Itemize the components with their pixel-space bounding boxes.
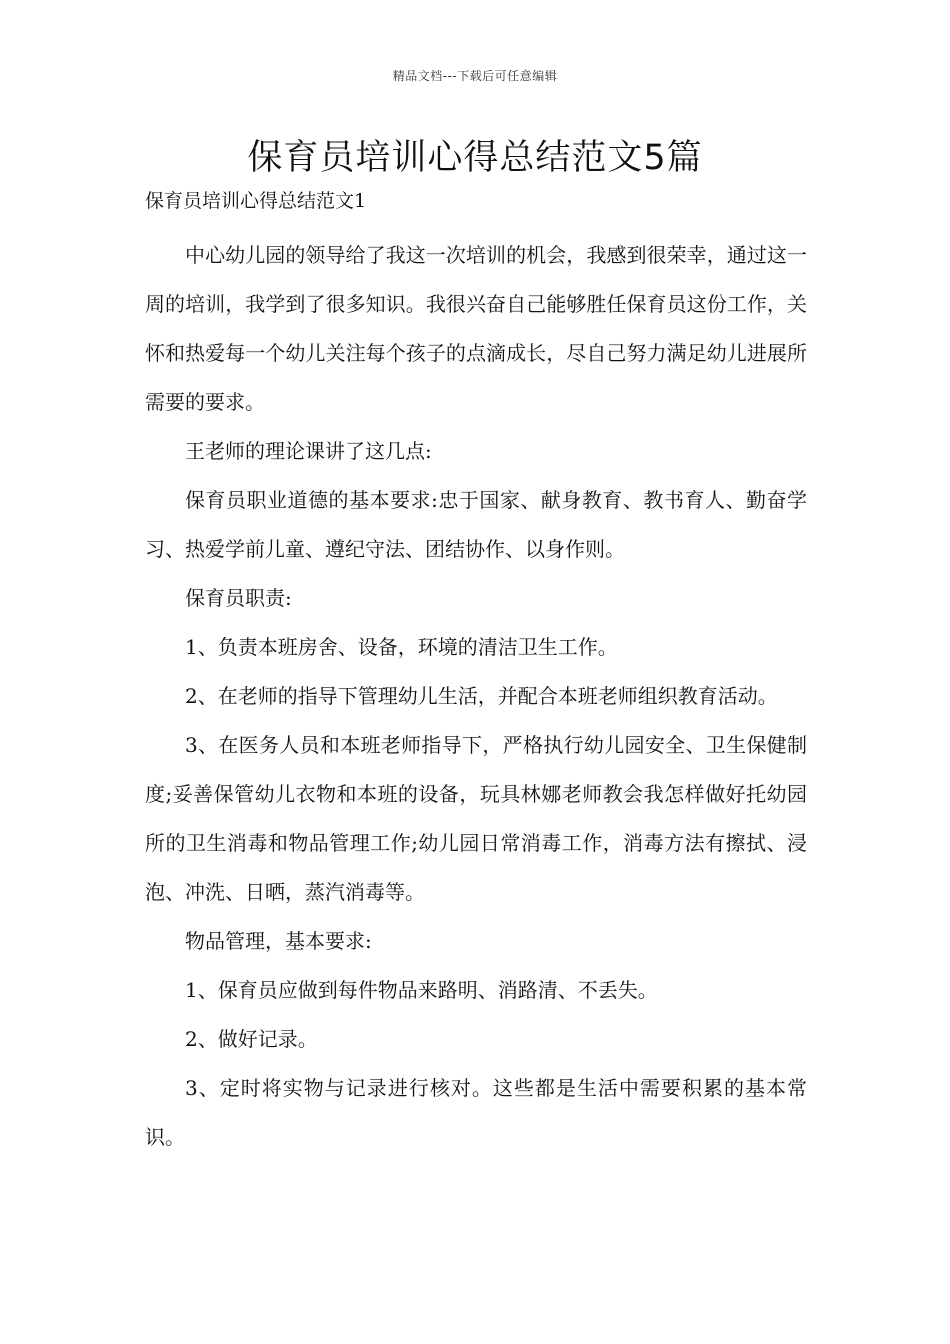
- paragraph: 2、在老师的指导下管理幼儿生活，并配合本班老师组织教育活动。: [185, 684, 778, 708]
- paragraph: 3、定时将实物与记录进行核对。这些都是生活中需要积累的基本常识。: [145, 1076, 807, 1149]
- paragraph: 1、保育员应做到每件物品来路明、消路清、不丢失。: [185, 978, 658, 1002]
- paragraph: 保育员职业道德的基本要求:忠于国家、献身教育、教书育人、勤奋学习、热爱学前儿童、遵纪守法、团结协作、以身作则。: [145, 488, 807, 561]
- document-title: 保育员培训心得总结范文5篇: [247, 138, 703, 178]
- paragraph: 物品管理，基本要求:: [185, 929, 372, 953]
- paragraph: 保育员职责:: [185, 586, 292, 610]
- section-heading: 保育员培训心得总结范文1: [145, 190, 367, 212]
- page-header: 精品文档---下载后可任意编辑: [392, 69, 558, 83]
- paragraph: 中心幼儿园的领导给了我这一次培训的机会，我感到很荣幸，通过这一周的培训，我学到了很多知识。我很兴奋自己能够胜任保育员这份工作，关怀和热爱每一个幼儿关注每个孩子的点滴成长，尽自己努力满足幼儿进展所需要的要求。: [145, 243, 807, 414]
- paragraph: 1、负责本班房舍、设备，环境的清洁卫生工作。: [185, 635, 618, 659]
- document-body: [145, 231, 807, 1162]
- paragraph: 2、做好记录。: [185, 1027, 318, 1051]
- paragraph: 3、在医务人员和本班老师指导下，严格执行幼儿园安全、卫生保健制度;妥善保管幼儿衣物和本班的设备，玩具林娜老师教会我怎样做好托幼园所的卫生消毒和物品管理工作;幼儿园日常消毒工作，消毒方法有擦拭、浸泡、冲洗、日晒，蒸汽消毒等。: [145, 733, 807, 904]
- paragraph: 王老师的理论课讲了这几点:: [185, 439, 432, 463]
